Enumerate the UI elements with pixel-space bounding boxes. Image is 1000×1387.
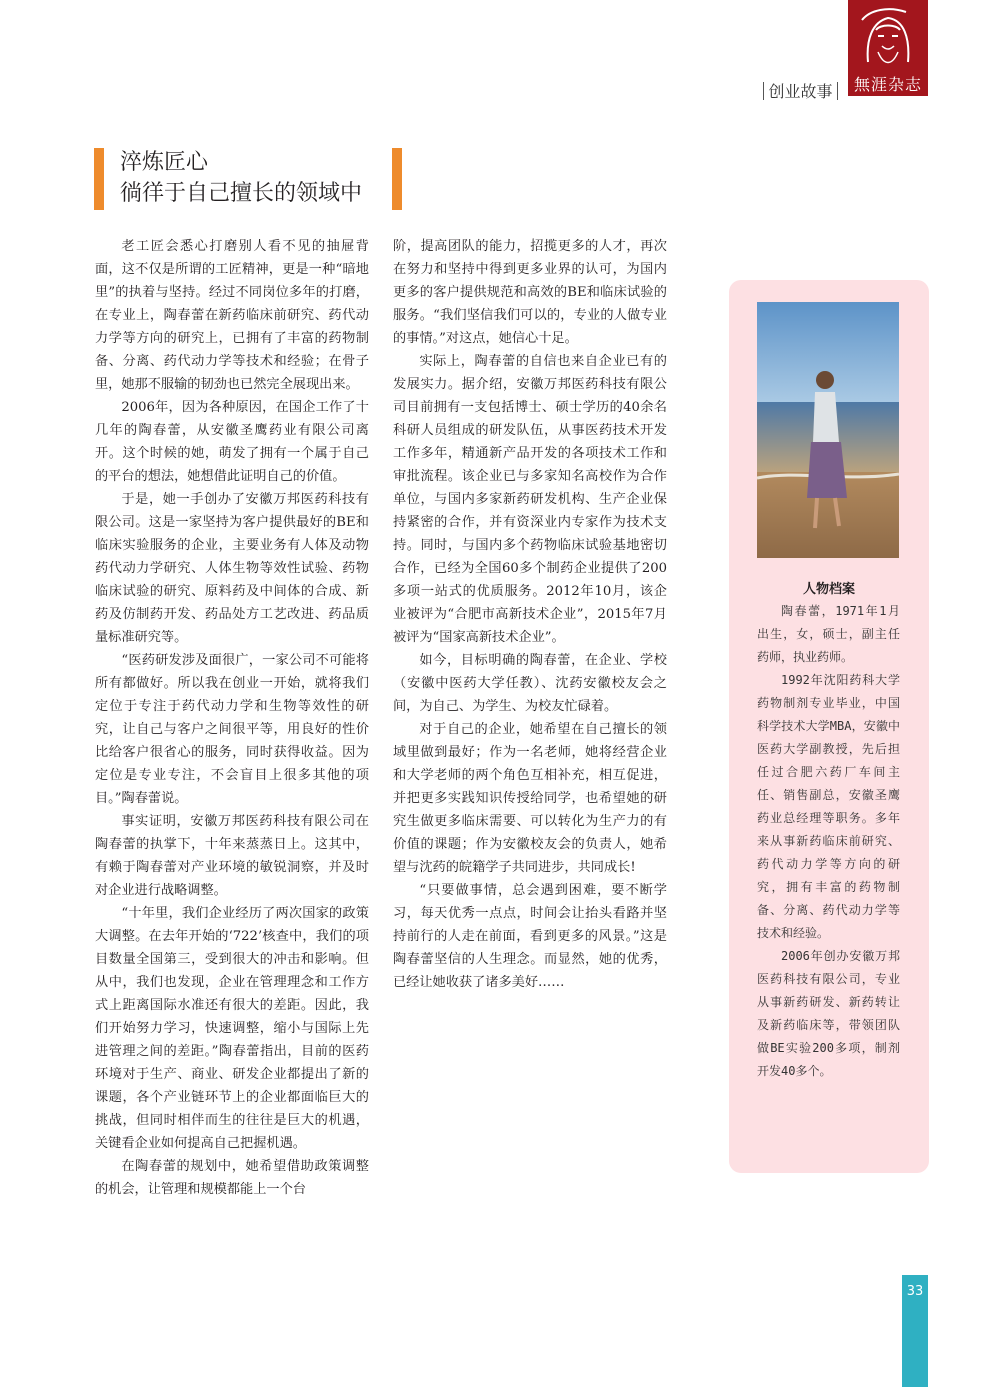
divider <box>837 82 839 100</box>
article-paragraph: 实际上，陶春蕾的自信也来自企业已有的发展实力。据介绍，安徽万邦医药科技有限公司目前拥有一支包括博士、硕士学历的40余名科研人员组成的研发队伍，从事医药技术开发工作多年，精通新产品开发的各项技术工作和审批流程。该企业已与多家知名高校作为合作单位，与国内多家新药研发机构、生产企业保持紧密的合作，并有资深业内专家作为技术支持。同时，与国内多个药物临床试验基地密切合作，已经为全国60多个制药企业提供了200多项一站式的优质服务。2012年10月，该企业被评为“合肥市高新技术企业”，2015年7月被评为“国家高新技术企业”。 <box>393 354 667 645</box>
article-column-2 <box>393 235 667 994</box>
section-label <box>759 79 842 102</box>
divider <box>763 82 765 100</box>
title-line-2: 徜徉于自己擅长的领域中 <box>120 181 363 206</box>
article-paragraph: “只要做事情，总会遇到困难，要不断学习，每天优秀一点点，时间会让抬头看路并坚持前行的人走在前面，看到更多的风景。”这是陶春蕾坚信的人生理念。而显然，她的优秀，已经让她收获了诸多美好…… <box>393 883 667 990</box>
profile-box <box>729 280 929 1173</box>
article-paragraph: 事实证明，安徽万邦医药科技有限公司在陶春蕾的执掌下，十年来蒸蒸日上。这其中，有赖于陶春蕾对产业环境的敏锐洞察，并及时对企业进行战略调整。 <box>95 814 369 898</box>
profile-paragraph: 2006年创办安徽万邦医药科技有限公司，专业从事新药研发、新药转让及新药临床等，带领团队做BE实验200多项，制剂开发40多个。 <box>757 949 900 1078</box>
article-paragraph: 老工匠会悉心打磨别人看不见的抽屉背面，这不仅是所谓的工匠精神，更是一种“暗地里”的执着与坚持。经过不同岗位多年的打磨，在专业上，陶春蕾在新药临床前研究、药代动力学等方向的研究上，已拥有了丰富的药物制备、分离、药代动力学等技术和经验；在骨子里，她那不服输的韧劲也已然完全展现出来。 <box>95 239 369 392</box>
profile-paragraph: 1992年沈阳药科大学药物制剂专业毕业，中国科学技术大学MBA，安徽中医药大学副教授，先后担任过合肥六药厂车间主任、销售副总，安徽圣鹰药业总经理等职务。多年来从事新药临床前研究、药代动力学等方向的研究，拥有丰富的药物制备、分离、药代动力学等技术和经验。 <box>757 673 900 940</box>
title-accent-bar <box>94 148 104 210</box>
portrait-sketch-icon <box>848 0 928 70</box>
profile-text <box>757 600 900 1083</box>
magazine-logo <box>848 0 928 96</box>
title-line-1: 淬炼匠心 <box>120 150 209 175</box>
title-accent-bar <box>392 148 402 210</box>
profile-paragraph: 陶春蕾，1971年1月出生，女，硕士，副主任药师，执业药师。 <box>757 604 900 664</box>
page-number: 33 <box>906 1284 924 1299</box>
article-paragraph: 2006年，因为各种原因，在国企工作了十几年的陶春蕾，从安徽圣鹰药业有限公司离开。这个时候的她，萌发了拥有一个属于自己的平台的想法，她想借此证明自己的价值。 <box>95 400 369 484</box>
article-paragraph: 如今，目标明确的陶春蕾，在企业、学校（安徽中医药大学任教）、沈药安徽校友会之间，为自己、为学生、为校友忙碌着。 <box>393 653 667 714</box>
article-paragraph: 在陶春蕾的规划中，她希望借助政策调整的机会，让管理和规模都能上一个台 <box>95 1159 369 1197</box>
article-column-1 <box>95 235 369 1201</box>
article-paragraph: “十年里，我们企业经历了两次国家的政策大调整。在去年开始的‘722’核查中，我们的项目数量全国第三，受到很大的冲击和影响。但从中，我们也发现，企业在管理理念和工作方式上距离国际水准还有很大的差距。因此，我们开始努力学习，快速调整，缩小与国际上先进管理之间的差距。”陶春蕾指出，目前的医药环境对于生产、商业、研发企业都提出了新的课题，各个产业链环节上的企业都面临巨大的挑战，但同时相伴而生的往往是巨大的机遇，关键看企业如何提高自己把握机遇。 <box>95 906 369 1151</box>
article-title <box>120 147 362 209</box>
article-paragraph: 于是，她一手创办了安徽万邦医药科技有限公司。这是一家坚持为客户提供最好的BE和临床实验服务的企业，主要业务有人体及动物药代动力学研究、人体生物等效性试验、药物临床试验的研究、原料药及中间体的合成、新药及仿制药开发、药品处方工艺改进、药品质量标准研究等。 <box>95 492 369 645</box>
section-name: 创业故事 <box>768 82 833 101</box>
article-paragraph: 对于自己的企业，她希望在自己擅长的领域里做到最好；作为一名老师，她将经营企业和大学老师的两个角色互相补充，相互促进，并把更多实践知识传授给同学，也希望她的研究生做更多临床需要、可以转化为生产力的有价值的课题；作为安徽校友会的负责人，她希望与沈药的皖籍学子共同进步，共同成长! <box>393 722 667 875</box>
article-paragraph: “医药研发涉及面很广，一家公司不可能将所有都做好。所以我在创业一开始，就将我们定位于专注于药代动力学和生物等效性的研究，让自己与客户之间很平等，用良好的性价比给客户很省心的服务，同时获得收益。因为定位是专业专注，不会盲目上很多其他的项目。”陶春蕾说。 <box>95 653 369 806</box>
profile-title: 人物档案 <box>802 582 855 597</box>
logo-text: 無涯杂志 <box>853 75 922 94</box>
article-paragraph-continued: 阶，提高团队的能力，招揽更多的人才，再次在努力和坚持中得到更多业界的认可，为国内更多的客户提供规范和高效的BE和临床试验的服务。“我们坚信我们可以的，专业的人做专业的事情。”对这点，她信心十足。 <box>393 239 667 346</box>
portrait-photo <box>757 302 899 558</box>
